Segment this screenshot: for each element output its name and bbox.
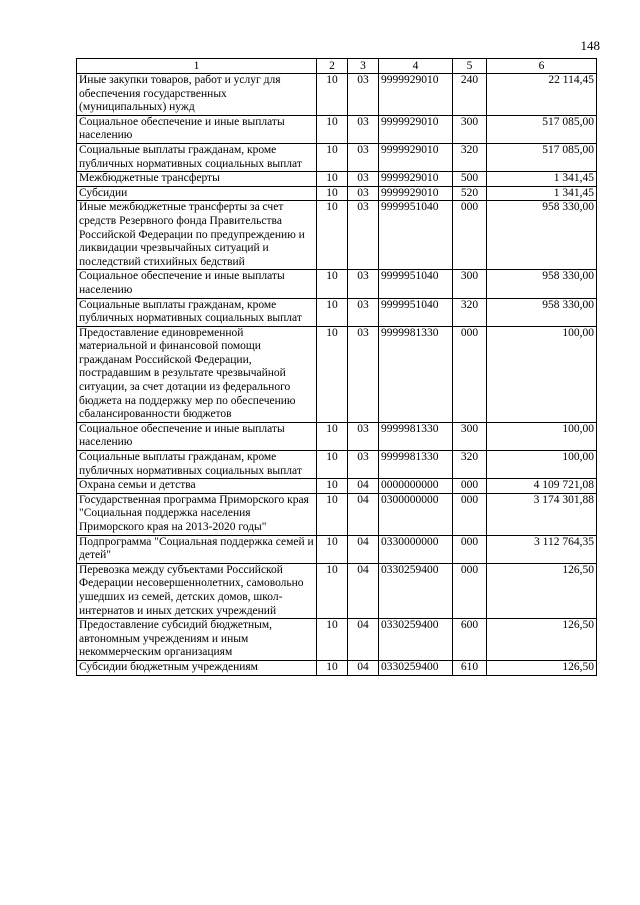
row-target-article: 9999929010	[379, 115, 453, 143]
table-row	[77, 660, 597, 675]
row-target-article: 0330259400	[379, 563, 453, 618]
row-target-article: 9999981330	[379, 326, 453, 422]
row-target-article: 0330259400	[379, 660, 453, 675]
row-amount: 126,50	[487, 619, 597, 661]
row-expense-type: 000	[453, 479, 487, 494]
row-amount: 126,50	[487, 563, 597, 618]
page-number: 148	[580, 38, 600, 53]
row-amount: 22 114,45	[487, 74, 597, 116]
row-subsection: 03	[348, 201, 379, 270]
table-row	[77, 493, 597, 535]
row-amount: 517 085,00	[487, 115, 597, 143]
row-expense-type: 000	[453, 201, 487, 270]
row-section: 10	[317, 479, 348, 494]
row-target-article: 9999929010	[379, 172, 453, 187]
row-name: Иные закупки товаров, работ и услуг для обеспечения государственных (муниципальных) нужд	[77, 74, 317, 116]
row-section: 10	[317, 326, 348, 422]
row-target-article: 9999981330	[379, 422, 453, 450]
row-subsection: 03	[348, 298, 379, 326]
row-section: 10	[317, 422, 348, 450]
row-target-article: 0300000000	[379, 493, 453, 535]
row-name: Предоставление субсидий бюджетным, автономным учреждениям и иным некоммерческим организациям	[77, 619, 317, 661]
table-header	[77, 59, 597, 74]
row-amount: 1 341,45	[487, 172, 597, 187]
row-amount: 958 330,00	[487, 298, 597, 326]
row-target-article: 9999981330	[379, 451, 453, 479]
row-expense-type: 000	[453, 535, 487, 563]
header-col-5: 5	[453, 59, 487, 74]
table-row	[77, 326, 597, 422]
header-col-2: 2	[317, 59, 348, 74]
row-section: 10	[317, 115, 348, 143]
row-section: 10	[317, 493, 348, 535]
table-row	[77, 143, 597, 171]
row-name: Субсидии бюджетным учреждениям	[77, 660, 317, 675]
table-row	[77, 172, 597, 187]
row-amount: 100,00	[487, 451, 597, 479]
row-target-article: 9999929010	[379, 143, 453, 171]
budget-table	[76, 58, 597, 676]
row-name: Социальные выплаты гражданам, кроме публичных нормативных социальных выплат	[77, 298, 317, 326]
row-section: 10	[317, 660, 348, 675]
row-target-article: 0000000000	[379, 479, 453, 494]
row-subsection: 03	[348, 115, 379, 143]
row-section: 10	[317, 74, 348, 116]
header-col-3: 3	[348, 59, 379, 74]
row-section: 10	[317, 535, 348, 563]
table-row	[77, 479, 597, 494]
row-expense-type: 000	[453, 326, 487, 422]
row-expense-type: 600	[453, 619, 487, 661]
row-subsection: 03	[348, 74, 379, 116]
row-target-article: 9999951040	[379, 201, 453, 270]
row-section: 10	[317, 143, 348, 171]
row-amount: 3 174 301,88	[487, 493, 597, 535]
row-name: Подпрограмма "Социальная поддержка семей и детей"	[77, 535, 317, 563]
row-target-article: 0330259400	[379, 619, 453, 661]
header-col-1: 1	[77, 59, 317, 74]
row-name: Охрана семьи и детства	[77, 479, 317, 494]
row-expense-type: 300	[453, 115, 487, 143]
row-name: Иные межбюджетные трансферты за счет средств Резервного фонда Правительства Российской Федерации по предупреждению и ликвидации чрезвычайных ситуаций и последствий стихийных бедствий	[77, 201, 317, 270]
table-row	[77, 74, 597, 116]
row-target-article: 9999951040	[379, 298, 453, 326]
row-target-article: 0330000000	[379, 535, 453, 563]
row-expense-type: 300	[453, 270, 487, 298]
row-amount: 126,50	[487, 660, 597, 675]
row-expense-type: 000	[453, 493, 487, 535]
row-target-article: 9999929010	[379, 74, 453, 116]
row-amount: 958 330,00	[487, 270, 597, 298]
row-expense-type: 520	[453, 186, 487, 201]
row-section: 10	[317, 451, 348, 479]
row-name: Субсидии	[77, 186, 317, 201]
row-subsection: 04	[348, 563, 379, 618]
row-name: Социальное обеспечение и иные выплаты населению	[77, 422, 317, 450]
row-section: 10	[317, 298, 348, 326]
row-amount: 4 109 721,08	[487, 479, 597, 494]
row-amount: 517 085,00	[487, 143, 597, 171]
row-expense-type: 320	[453, 298, 487, 326]
row-section: 10	[317, 270, 348, 298]
row-name: Предоставление единовременной материальной и финансовой помощи гражданам Российской Федерации, пострадавшим в результате чрезвычайной ситуации, за счет дотации из федерального бюджета на поддержку мер по обеспечению сбалансированности бюджетов	[77, 326, 317, 422]
row-subsection: 03	[348, 326, 379, 422]
row-name: Межбюджетные трансферты	[77, 172, 317, 187]
table-row	[77, 298, 597, 326]
row-subsection: 03	[348, 422, 379, 450]
row-name: Государственная программа Приморского края "Социальная поддержка населения Приморского края на 2013-2020 годы"	[77, 493, 317, 535]
table-row	[77, 535, 597, 563]
table-row	[77, 201, 597, 270]
row-target-article: 9999951040	[379, 270, 453, 298]
row-amount: 100,00	[487, 422, 597, 450]
row-expense-type: 300	[453, 422, 487, 450]
row-name: Социальные выплаты гражданам, кроме публичных нормативных социальных выплат	[77, 451, 317, 479]
table-row	[77, 563, 597, 618]
row-subsection: 04	[348, 660, 379, 675]
row-name: Социальное обеспечение и иные выплаты населению	[77, 115, 317, 143]
row-subsection: 03	[348, 143, 379, 171]
row-name: Социальные выплаты гражданам, кроме публичных нормативных социальных выплат	[77, 143, 317, 171]
row-name: Социальное обеспечение и иные выплаты населению	[77, 270, 317, 298]
row-subsection: 04	[348, 493, 379, 535]
row-subsection: 03	[348, 172, 379, 187]
row-expense-type: 000	[453, 563, 487, 618]
row-amount: 958 330,00	[487, 201, 597, 270]
row-name: Перевозка между субъектами Российской Федерации несовершеннолетних, самовольно ушедших из семей, детских домов, школ-интернатов и иных детских учреждений	[77, 563, 317, 618]
row-expense-type: 610	[453, 660, 487, 675]
row-expense-type: 240	[453, 74, 487, 116]
row-amount: 3 112 764,35	[487, 535, 597, 563]
row-expense-type: 320	[453, 451, 487, 479]
row-subsection: 03	[348, 451, 379, 479]
header-row	[77, 59, 597, 74]
table-row	[77, 186, 597, 201]
row-expense-type: 500	[453, 172, 487, 187]
row-subsection: 04	[348, 479, 379, 494]
header-col-6: 6	[487, 59, 597, 74]
row-amount: 1 341,45	[487, 186, 597, 201]
row-section: 10	[317, 172, 348, 187]
row-subsection: 04	[348, 535, 379, 563]
row-section: 10	[317, 186, 348, 201]
row-subsection: 03	[348, 186, 379, 201]
table-row	[77, 422, 597, 450]
row-section: 10	[317, 201, 348, 270]
row-section: 10	[317, 563, 348, 618]
table-row	[77, 451, 597, 479]
table-body	[77, 74, 597, 676]
table-row	[77, 270, 597, 298]
header-col-4: 4	[379, 59, 453, 74]
row-expense-type: 320	[453, 143, 487, 171]
table-row	[77, 115, 597, 143]
row-amount: 100,00	[487, 326, 597, 422]
row-subsection: 04	[348, 619, 379, 661]
row-target-article: 9999929010	[379, 186, 453, 201]
table-row	[77, 619, 597, 661]
row-subsection: 03	[348, 270, 379, 298]
row-section: 10	[317, 619, 348, 661]
